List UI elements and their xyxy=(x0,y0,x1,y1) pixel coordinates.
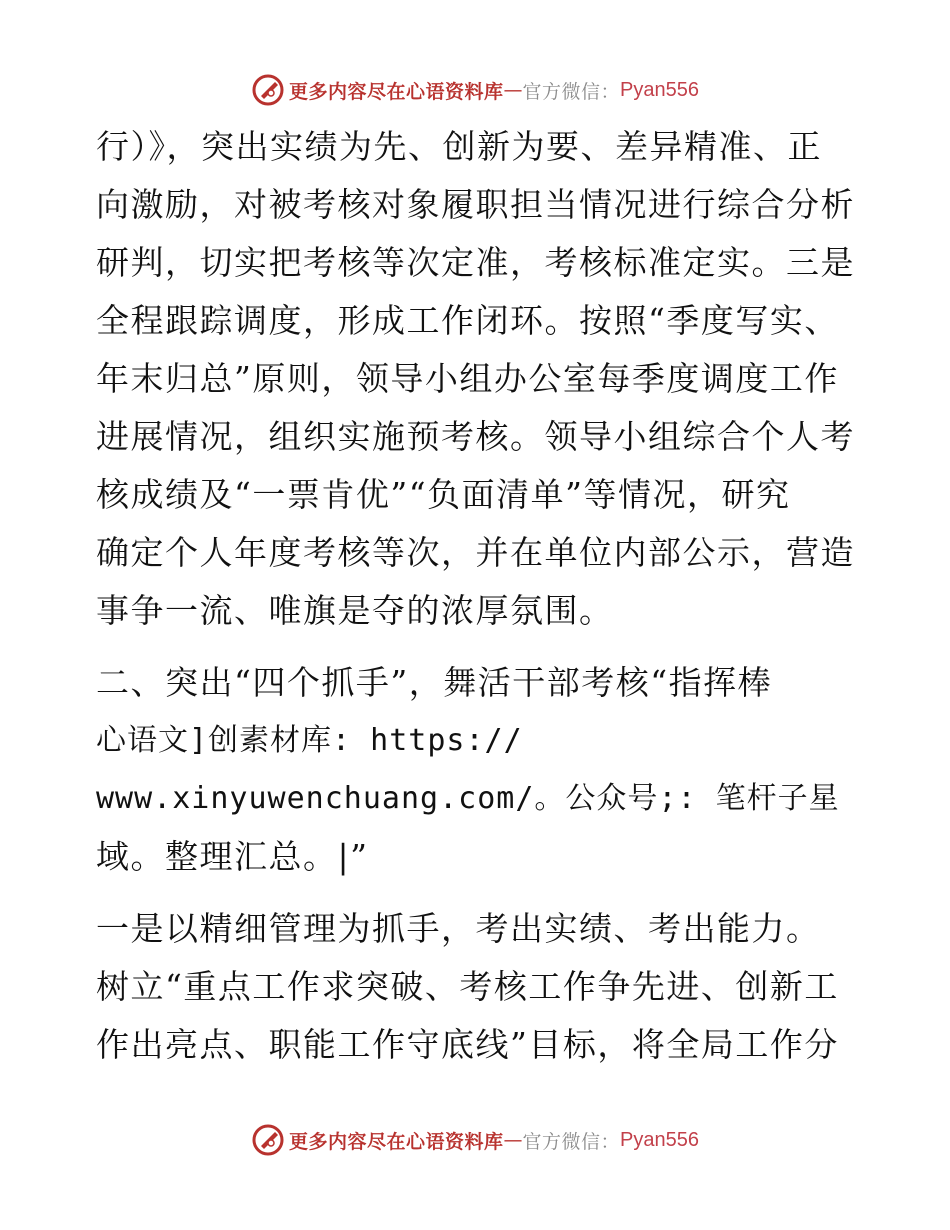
logo-icon xyxy=(251,73,285,107)
section-heading: 二、突出“四个抓手”，舞活干部考核“指挥棒 xyxy=(96,663,773,702)
body-line: www.xinyuwenchuang.com/。公众号;: 笔杆子星 xyxy=(96,781,840,816)
body-line: 心语文]创素材库: https:// xyxy=(96,723,523,758)
footer-dash: — xyxy=(503,1129,523,1151)
body-line: 一是以精细管理为抓手，考出实绩、考出能力。 xyxy=(96,909,821,948)
header-brand-text: 更多内容尽在心语资料库 xyxy=(289,80,504,103)
header-wechat-label: 官方微信： xyxy=(522,80,621,103)
body-line: 事争一流、唯旗是夺的浓厚氛围。 xyxy=(96,591,614,630)
body-line: 研判，切实把考核等次定准，考核标准定实。三是 xyxy=(96,243,855,282)
body-line: 向激励，对被考核对象履职担当情况进行综合分析 xyxy=(96,185,855,224)
body-line: 确定个人年度考核等次，并在单位内部公示，营造 xyxy=(96,533,855,572)
header-dash: — xyxy=(503,79,523,101)
paragraph-gap xyxy=(96,886,856,900)
body-line: 行）》，突出实绩为先、创新为要、差异精准、正 xyxy=(96,127,822,166)
footer-wechat-id: Pyan556 xyxy=(620,1128,699,1151)
header-banner xyxy=(0,68,950,112)
footer-banner xyxy=(0,1118,950,1162)
body-line: 域。整理汇总。|” xyxy=(96,837,369,876)
body-line: 作出亮点、职能工作守底线”目标，将全局工作分 xyxy=(96,1025,839,1064)
body-line: 树立“重点工作求突破、考核工作争先进、创新工 xyxy=(96,967,839,1006)
header-wechat-id: Pyan556 xyxy=(620,78,699,101)
logo-icon xyxy=(251,1123,285,1157)
document-body xyxy=(96,118,856,1074)
body-line: 进展情况，组织实施预考核。领导小组综合个人考 xyxy=(96,417,855,456)
paragraph-gap xyxy=(96,640,856,654)
footer-brand-text: 更多内容尽在心语资料库 xyxy=(289,1130,504,1153)
body-line: 全程跟踪调度，形成工作闭环。按照“季度写实、 xyxy=(96,301,839,340)
footer-wechat-label: 官方微信： xyxy=(522,1130,621,1153)
body-line: 核成绩及“一票肯优”“负面清单”等情况，研究 xyxy=(96,475,791,514)
body-line: 年末归总”原则，领导小组办公室每季度调度工作 xyxy=(96,359,839,398)
